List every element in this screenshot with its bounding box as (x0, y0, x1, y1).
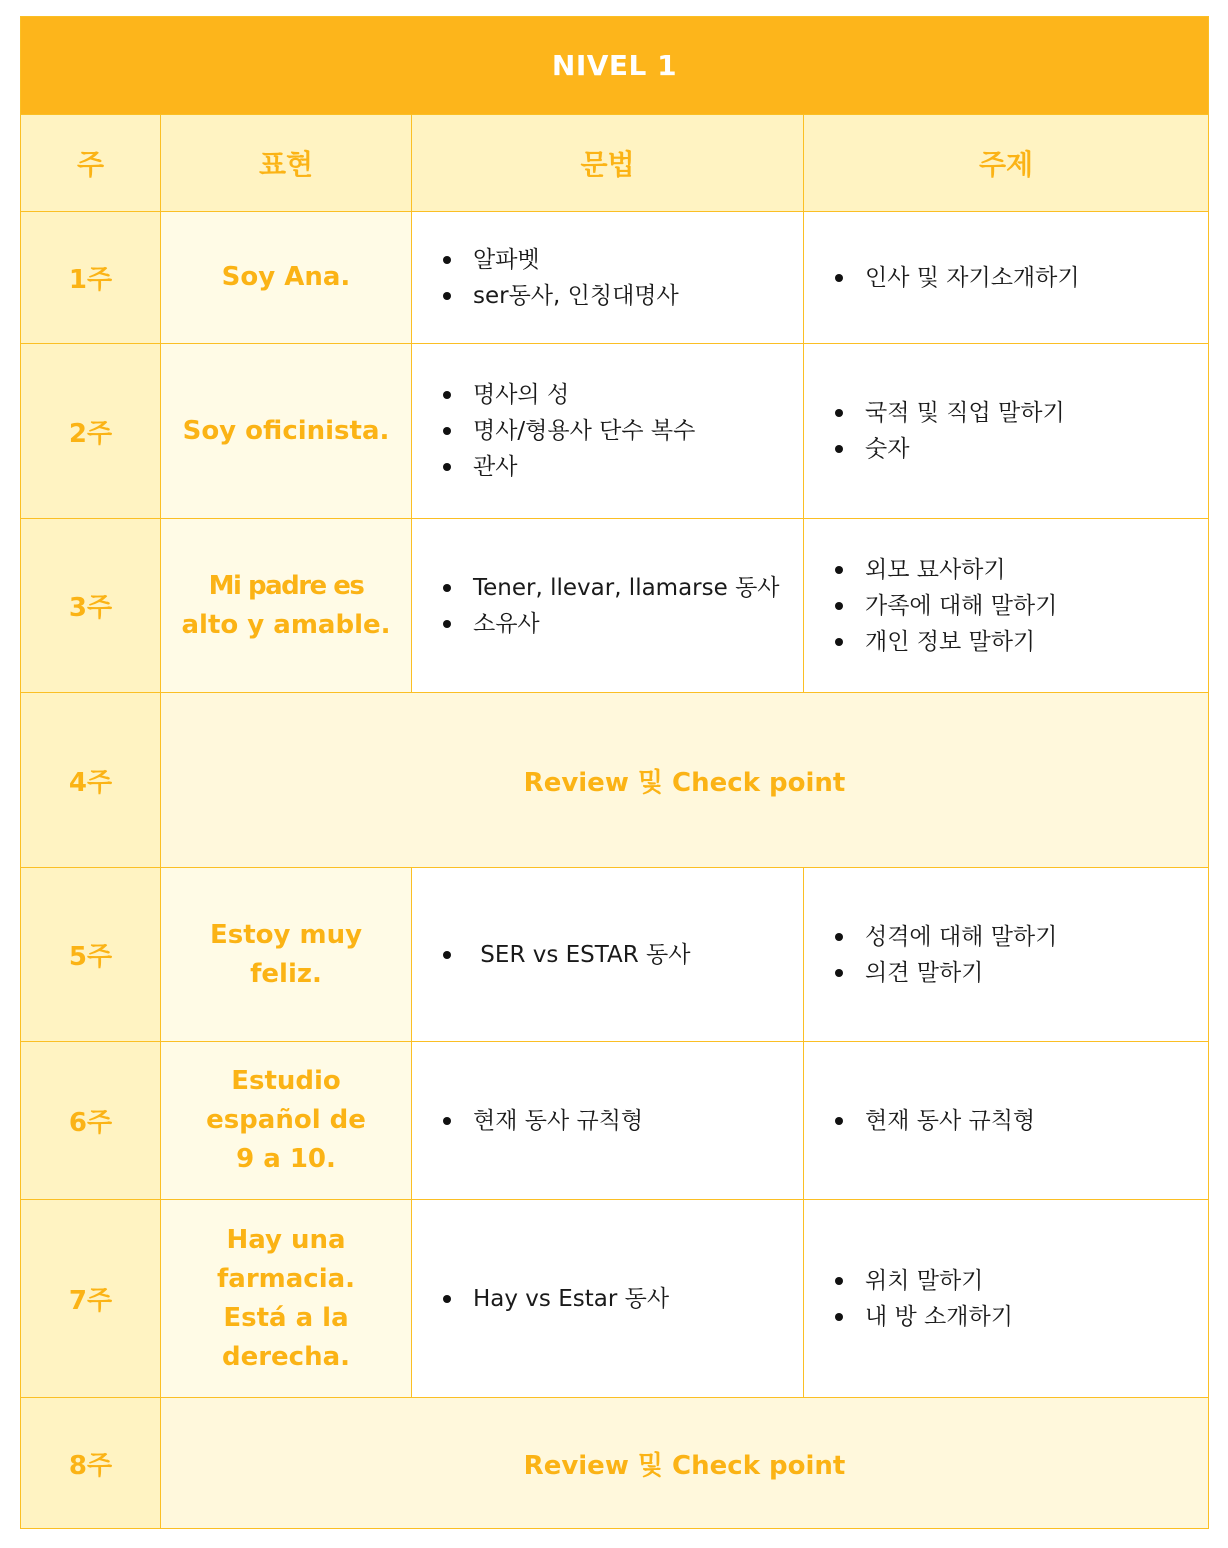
topic-list (804, 552, 1208, 660)
table-row (21, 344, 1209, 519)
table-row (21, 1042, 1209, 1200)
expression-line: Hay una (226, 1224, 346, 1255)
expression-line: farmacia. (216, 1263, 356, 1294)
list-item: 국적 및 직업 말하기 (865, 395, 1208, 431)
expression-line: Soy Ana. (221, 262, 351, 292)
list-item: 명사의 성 (473, 377, 803, 413)
list-item: 현재 동사 규칙형 (865, 1103, 1208, 1139)
week-label: 4주 (21, 693, 161, 868)
grammar-cell (412, 519, 804, 693)
list-item: Tener, llevar, llamarse 동사 (473, 570, 803, 606)
expression-line: feliz. (250, 958, 322, 989)
list-item: 숫자 (865, 431, 1208, 467)
table-row (21, 693, 1209, 868)
week-label: 3주 (21, 519, 161, 693)
grammar-list (412, 1281, 803, 1317)
review-cell: Review 및 Check point (161, 693, 1209, 868)
grammar-list (412, 937, 803, 973)
grammar-cell (412, 868, 804, 1042)
curriculum-table (20, 16, 1209, 1529)
expression-line: español de (206, 1105, 366, 1135)
list-item: 개인 정보 말하기 (865, 624, 1208, 660)
header-topic: 주제 (804, 115, 1209, 212)
topic-cell (804, 212, 1209, 344)
grammar-list (412, 377, 803, 485)
week-label: 7주 (21, 1200, 161, 1398)
expression-cell (161, 1042, 412, 1200)
expression-cell (161, 519, 412, 693)
topic-cell (804, 519, 1209, 693)
list-item: 소유사 (473, 606, 803, 642)
title-row (21, 17, 1209, 115)
grammar-cell (412, 212, 804, 344)
list-item: 가족에 대해 말하기 (865, 588, 1208, 624)
review-cell: Review 및 Check point (161, 1398, 1209, 1529)
list-item: 의견 말하기 (865, 955, 1208, 991)
table-row (21, 1200, 1209, 1398)
table-row (21, 519, 1209, 693)
expression-line: 9 a 10. (236, 1144, 336, 1174)
list-item: 알파벳 (473, 242, 803, 278)
list-item: 현재 동사 규칙형 (473, 1103, 803, 1139)
grammar-cell (412, 1042, 804, 1200)
expression-line: Estudio (231, 1066, 341, 1096)
table-row (21, 1398, 1209, 1529)
expression-line: derecha. (221, 1341, 351, 1372)
list-item: 외모 묘사하기 (865, 552, 1208, 588)
week-label: 5주 (21, 868, 161, 1042)
table-row (21, 868, 1209, 1042)
grammar-cell (412, 1200, 804, 1398)
topic-list (804, 1103, 1208, 1139)
topic-list (804, 395, 1208, 467)
week-label: 2주 (21, 344, 161, 519)
week-label: 1주 (21, 212, 161, 344)
topic-cell (804, 1042, 1209, 1200)
topic-cell (804, 868, 1209, 1042)
expression-cell (161, 1200, 412, 1398)
topic-cell (804, 1200, 1209, 1398)
header-expression: 표현 (161, 115, 412, 212)
expression-line: Mi padre es (208, 570, 364, 601)
list-item: 위치 말하기 (865, 1263, 1208, 1299)
expression-line: Estoy muy (209, 919, 363, 950)
topic-list (804, 1263, 1208, 1335)
grammar-list (412, 242, 803, 314)
topic-cell (804, 344, 1209, 519)
list-item: 내 방 소개하기 (865, 1299, 1208, 1335)
grammar-list (412, 570, 803, 642)
list-item: 인사 및 자기소개하기 (865, 260, 1208, 296)
grammar-list (412, 1103, 803, 1139)
table-title: NIVEL 1 (21, 17, 1209, 115)
expression-line: alto y amable. (181, 609, 391, 640)
list-item: 관사 (473, 449, 803, 485)
table-row (21, 212, 1209, 344)
expression-cell (161, 868, 412, 1042)
list-item: ser동사, 인칭대명사 (473, 278, 803, 314)
expression-line: Soy oficinista. (182, 415, 390, 446)
expression-cell (161, 344, 412, 519)
topic-list (804, 919, 1208, 991)
header-row (21, 115, 1209, 212)
week-label: 6주 (21, 1042, 161, 1200)
list-item: 성격에 대해 말하기 (865, 919, 1208, 955)
list-item: 명사/형용사 단수 복수 (473, 413, 803, 449)
list-item: SER vs ESTAR 동사 (473, 937, 803, 973)
expression-cell (161, 212, 412, 344)
header-week: 주 (21, 115, 161, 212)
topic-list (804, 260, 1208, 296)
header-grammar: 문법 (412, 115, 804, 212)
week-label: 8주 (21, 1398, 161, 1529)
list-item: Hay vs Estar 동사 (473, 1281, 803, 1317)
grammar-cell (412, 344, 804, 519)
expression-line: Está a la (223, 1302, 349, 1333)
